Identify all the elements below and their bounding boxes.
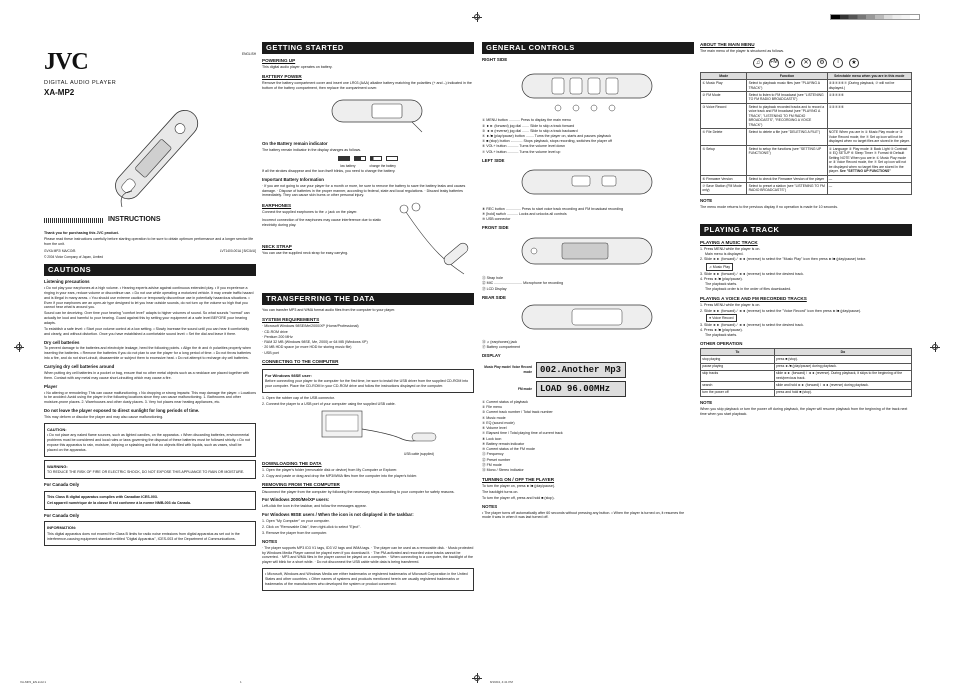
other-op-heading: OTHER OPERATION <box>700 341 743 347</box>
menu-icon-row <box>700 58 912 68</box>
display-item: ② File menu <box>482 405 502 410</box>
table-cell <box>827 145 911 175</box>
table-cell: stop playing <box>701 356 775 363</box>
main-menu-desc: The main menu of the player is structured as follows. <box>700 49 785 54</box>
setup-icon: ⚙ <box>817 58 827 68</box>
getting-started-heading: GETTING STARTED <box>262 42 474 54</box>
footer-date: 8/19/04, 4:41 PM <box>490 680 513 684</box>
table-cell: Select to preset a station (see "LISTENING TO FM RADIO BROADCASTS") <box>747 183 827 195</box>
connecting-heading: CONNECTING TO THE COMPUTER <box>262 359 339 365</box>
removing-heading: REMOVING FROM THE COMPUTER <box>262 482 340 488</box>
display-item: ⑫ Preset number <box>482 457 511 462</box>
step-item: 4. Press ►/■ (play/pause). <box>700 276 743 281</box>
display-item: ① Current status of playback <box>482 399 528 404</box>
display-item: ⑤ EQ (sound mode) <box>482 420 515 425</box>
registration-mark-top <box>472 12 482 22</box>
file-delete-icon: ✕ <box>801 58 811 68</box>
table-cell: ③ Voice Record <box>701 103 747 129</box>
remove-step: 2. Click on "Removable Disk", then right-click to select "Eject". <box>262 525 361 530</box>
canada-text-fr: Cet appareil numérique de la classe B est conforme à la norme NMB-003 du Canada. <box>47 500 191 505</box>
save-station-icon: ★ <box>849 58 859 68</box>
win98-text: Before connecting your player to the computer for the first time, be sure to install the USB driver from the supplied CD-ROM into your computer. Place the CD-ROM in your CD-ROM drive and follow the instructions displayed on the computer. <box>265 379 469 388</box>
registration-mark-left <box>14 342 24 352</box>
listening-heading: Listening precautions <box>44 279 90 285</box>
table-row <box>701 80 912 92</box>
table-cell: press ■ (stop). <box>774 356 911 363</box>
earphones-illustration <box>394 199 474 279</box>
intro-copyright: © 2004 Victor Company of Japan, Limited <box>44 254 103 259</box>
right-side-list <box>482 118 694 154</box>
system-req-heading: SYSTEM REQUIREMENTS <box>262 317 320 323</box>
control-item: ② ►► (forward) jog dial ....... Slide to skip a track forward <box>482 123 575 128</box>
cautions-para1: Sound can be deceiving. Over time your hearing "comfort level" adapts to higher volumes of sound. So what sounds "normal" can actually be loud and harmful to your hearing. Guard against this by setting your equipment at a safe level BEFORE your hearing adapts. <box>44 311 250 326</box>
control-item: ⑤ ■ (stop) button ............ Stops playback, stops recording, switches the player off <box>482 139 612 144</box>
footer-file: XA-MP2_EN.indd 1 <box>20 680 47 684</box>
table-cell: skip tracks <box>701 370 775 382</box>
remove-step: 1. Open "My Computer" on your computer. <box>262 519 330 524</box>
control-item: ⑮ Battery compartment <box>482 344 520 349</box>
display-list <box>482 400 694 473</box>
power-heading: POWERING UP <box>262 58 296 64</box>
language-label: ENGLISH <box>242 52 256 56</box>
caution-box <box>44 423 256 457</box>
table-cell: — <box>827 175 911 182</box>
warning-box <box>44 460 256 479</box>
table-cell: ②③④⑤⑥⑦ (During playback, ⑦ will not be displayed.) <box>827 80 911 92</box>
canada-heading: For Canada Only <box>44 481 80 487</box>
see-setting-up: See "SETTING UP FUNCTIONS" <box>839 169 891 174</box>
information-box <box>44 521 256 545</box>
neck-strap-text: You can use the supplied neck strap for easy carrying. <box>262 251 349 256</box>
table-cell: Select to delete a file (see "DELETING A FILE") <box>747 129 827 145</box>
step-item: 4. Press ►/■ (play/pause). <box>700 328 743 333</box>
left-side-heading: LEFT SIDE <box>482 157 505 163</box>
battery-heading: BATTERY POWER <box>262 74 302 80</box>
system-req-item: · Pentium 200 MHz <box>262 334 293 339</box>
voice-record-icon: ● <box>785 58 795 68</box>
table-cell: ② FM Mode <box>701 92 747 104</box>
music-steps <box>700 247 912 292</box>
low-battery-label: low battery <box>340 163 356 168</box>
column-2 <box>262 38 474 594</box>
table-cell: Select to setup the functions (see "SETTING UP FUNCTIONS") <box>747 145 827 175</box>
system-req-list <box>262 324 474 355</box>
display-item: ③ Current track number / Total track number <box>482 410 553 415</box>
display-item: ⑭ Mono / Stereo indicator <box>482 468 524 473</box>
display-item: ⑧ Lock icon <box>482 436 502 441</box>
fm-mode-label: FM mode <box>518 386 532 391</box>
step-item: 1. Press MENU while the player is on. <box>700 303 761 308</box>
download-step: 1. Open the player's folder (removable disk or device) from My Computer or Explorer. <box>262 467 398 472</box>
listening-text: • Do not play your earphones at a high volume. • Hearing experts advise against continuous extended play. • If you experience a ringing in your ears, reduce volume or discontinue use. • Do not use while operating a motorized vehicle. It may create traffic hazard and is illegal in many areas. • You should use extreme caution or temporarily discontinue use in potentially hazardous situations. • Even if your earphones are an open-air type designed to let you hear outside sounds, do not turn up the volume so high that you cannot hear what is around you. <box>44 286 254 310</box>
table-cell: ④ File Delete <box>701 129 747 145</box>
battery-illustration <box>262 92 474 136</box>
table-header-function: Function <box>747 73 827 80</box>
dry-heading: Dry cell batteries <box>44 339 80 345</box>
table-cell: Select to listen to FM broadcast (see "LISTENING TO FM RADIO BROADCASTS") <box>747 92 827 104</box>
front-side-heading: FRONT SIDE <box>482 225 509 231</box>
control-item: ⑨ [hold] switch ........... Locks and unlocks all controls <box>482 211 567 216</box>
right-side-heading: RIGHT SIDE <box>482 57 508 63</box>
power-text: This digital audio player operates on battery. <box>262 65 333 70</box>
voice-record-badge <box>706 314 737 322</box>
display-item: ⑬ FM mode <box>482 462 502 467</box>
change-battery-label: change the battery <box>369 163 396 168</box>
player-heading: Player <box>44 383 58 389</box>
table-cell: press ►/■ (play/pause) during playback. <box>774 363 911 370</box>
intro-thanks: Thank you for purchasing this JVC product. <box>44 230 119 235</box>
main-menu-heading: ABOUT THE MAIN MENU <box>700 42 755 47</box>
voice-record-badge-label: Voice Record <box>712 315 734 320</box>
rear-side-illustration <box>482 301 694 337</box>
connect-step: 2. Connect the player to a USB port of your computer using the supplied USB cable. <box>262 401 396 406</box>
table-row <box>701 103 912 129</box>
trademark-text: • Microsoft, Windows and Windows Media are either trademarks or registered trademarks of Microsoft Corporation in the United States and other countries. • Other names of systems and products mentioned herein are usually registered trademarks or trademarks of the manufacturers who developed the system or product concerned. <box>265 572 468 586</box>
menu-note-heading: NOTE <box>700 197 713 203</box>
music-play-badge <box>706 263 733 271</box>
other-op-table <box>700 348 912 397</box>
usb-cable-label: USB cable (supplied) <box>404 452 434 457</box>
information-text: This digital apparatus does not exceed the Class B limits for radio noise emissions from digital apparatus as set out in the interference-causing equipment standard entitled "Digital Apparatus", ICES-003 of the Department of Communications. <box>47 531 240 541</box>
setup-options: ① Language ② Play mode ③ Back Light ④ Contrast ⑤ EQ SETUP ⑥ Sleep Timer ⑦ Format ⑧ Default Setting NOTE When you are in ① Music Play mode or ③ Voice Record mode, the ⑦ Set up icon will not be displayed when no target files are stored in the player. <box>828 146 908 174</box>
table-row <box>701 129 912 145</box>
transferring-heading: TRANSFERRING THE DATA <box>262 293 474 305</box>
lcd-fm-display: LOAD 96.00MHz <box>536 381 626 397</box>
display-item: ⑥ Volume level <box>482 426 507 431</box>
table-header-selectable: Selectable menu when you are in this mode <box>827 73 911 80</box>
canada2-heading: For Canada Only <box>44 512 80 518</box>
control-item: ⑭ ♫ (earphones) jack <box>482 339 518 344</box>
step-item: The playback order is in the order of files downloaded. <box>705 287 792 292</box>
table-cell: turn the power off <box>701 389 775 396</box>
step-item: 2. Slide ►► (forward) / ◄◄ (reverse) to select the "Voice Record" icon then press ►/■ (play/pause). <box>700 308 862 313</box>
music-play-icon: ♫ <box>753 58 763 68</box>
step-item: 3. Slide ►► (forward) / ◄◄ (reverse) to select the desired track. <box>700 271 804 276</box>
table-row <box>701 175 912 182</box>
direct-sun-text: This may deform or discolor the player and may also cause malfunctioning. <box>44 415 164 420</box>
display-item: ④ Music mode <box>482 415 506 420</box>
voice-steps <box>700 303 912 338</box>
control-item: ⑪ Strap hole <box>482 276 503 281</box>
instructions-heading: INSTRUCTIONS <box>44 215 256 224</box>
table-row <box>701 356 912 363</box>
table-cell: NOTE When you are in ① Music Play mode or ③ Voice Record mode, the ⑦ Set up icon will not be displayed when no target files are stored in the player. <box>828 130 910 144</box>
battery-low-icon <box>370 156 382 161</box>
control-item: ⑥ VOL+ button ........... Turns the volume level down <box>482 144 566 149</box>
music-play-badge-label: Music Play <box>712 264 731 269</box>
caution-box-heading: CAUTION: <box>47 426 67 432</box>
system-req-item: · 20 MB HDD space (or more HDD for storing music file) <box>262 345 352 350</box>
table-header-to: To <box>701 349 775 356</box>
system-req-item: · RAM 32 MB (Windows 98SE, Me, 2000) or 64 MB (Windows XP) <box>262 340 368 345</box>
step-item: 2. Slide ►► (forward) / ◄◄ (reverse) to select the "Music Play" icon then press ►/■ (play/pause) twice. <box>700 257 867 262</box>
right-side-illustration <box>482 64 694 116</box>
table-cell: Select to playback music files (see "PLAYING A TRACK") <box>747 80 827 92</box>
remain-heading: On the Battery remain indicator <box>262 140 328 146</box>
table-row <box>701 382 912 389</box>
player-text: • No altering or remodeling: This can cause malfunctioning. • No dropping or strong impacts: This may damage the player. • Locations to be avoided: Avoid using the player in the following locations since they can cause malfunctioning. 1. Bathrooms and other moisture-prone places. 2. Warehouses and other dusty places. 3. Very hot places near heating appliances, etc. <box>44 390 256 405</box>
control-item: ⑧ REC button ............... Press to start voice track recording and FM broadcast recording <box>482 206 624 211</box>
downloading-heading: DOWNLOADING THE DATA <box>262 460 322 466</box>
system-req-item: · USB port <box>262 350 279 355</box>
main-menu-table <box>700 72 912 195</box>
left-side-list <box>482 207 694 222</box>
table-row <box>701 363 912 370</box>
music-play-badge-icon: ♫ <box>709 264 713 269</box>
remain-text: The battery remain indicator in the display changes as follows. <box>262 147 362 152</box>
front-side-list <box>482 276 694 291</box>
table-row <box>701 145 912 175</box>
removing-text: Disconnect the player from the computer by following the necessary steps according to your computer for safety reasons. <box>262 489 455 494</box>
table-cell: search <box>701 382 775 389</box>
canada-text: This Class B digital apparatus complies with Canadian ICES-003. <box>47 494 158 499</box>
registration-mark-bottom <box>472 673 482 683</box>
table-row <box>701 92 912 104</box>
transfer-notes-text: · The player supports MP3 ID3 V1 tags, ID3 V2 tags and WMA tags. · The player can be used as a removable disk. · Music protected by Windows Media Player cannot be played even if you download it. · The PM-activated and recorded voice tracks cannot be converted. · MP3 and WMA files in the player cannot be played on a computer. · When connecting to a computer, the backlight of the player will blink for a short while. · Do not disconnect the USB cable while data is being transferred. <box>262 545 474 565</box>
barcode-icon <box>44 218 104 223</box>
neck-strap-heading: NECK STRAP <box>262 244 292 249</box>
control-item: ⑩ USB connector <box>482 217 511 222</box>
connect-step: 1. Open the rubber cap of the USB connector. <box>262 395 335 400</box>
step-item: The playback starts. <box>705 333 738 338</box>
win2000-text: Left-click the icon in the taskbar, and follow the messages appear. <box>262 504 367 509</box>
firmware-icon: i <box>833 58 843 68</box>
music-track-heading: PLAYING A MUSIC TRACK <box>700 239 758 245</box>
rear-side-heading: REAR SIDE <box>482 294 506 300</box>
table-row <box>701 389 912 396</box>
table-row <box>701 183 912 195</box>
carry-heading: Carrying dry cell batteries around <box>44 364 115 370</box>
playing-heading: PLAYING A TRACK <box>700 224 912 236</box>
display-item: ⑨ Battery remain indicator <box>482 441 525 446</box>
transfer-notes-heading: NOTES <box>262 538 278 544</box>
intro-code: GVXA MP2/ MA/CO/B <box>44 249 76 254</box>
step-item: 3. Slide ►► (forward) / ◄◄ (reverse) to select the desired track. <box>700 322 804 327</box>
system-req-item: · Microsoft Windows 98SE/Me/2000/XP (Home/Professional) <box>262 324 359 329</box>
canada-box <box>44 491 256 510</box>
column-4 <box>700 38 912 417</box>
intro-body: Please read these instructions carefully before starting operation to be sure to obtain optimum performance and a longer service life from the unit. <box>44 236 254 246</box>
table-cell: Select to check the Firmware Version of the player <box>747 175 827 182</box>
control-item: ④ ►/■ (play/pause) button ........ Turns the player on, starts and pauses playback <box>482 134 612 138</box>
control-item: ⑬ LCD Display <box>482 286 507 291</box>
download-step: 2. Copy and paste or drag and drop the MP3/WMA files from the computer into the player's folder. <box>262 473 418 478</box>
intro-lot: LVT1400-001A [ B/C/A/U] <box>219 249 256 254</box>
table-cell: pause playing <box>701 363 775 370</box>
onoff-heading: TURNING ON / OFF THE PLAYER <box>482 476 555 482</box>
table-row <box>701 370 912 382</box>
step-item: Main menu is displayed. <box>705 252 744 257</box>
cautions-heading: CAUTIONS <box>44 264 256 276</box>
information-heading: INFORMATION: <box>47 525 77 531</box>
lcd-music-display: 002.Another Mp3 <box>536 362 626 378</box>
onoff-notes-text: • The player turns off automatically after 60 seconds without pressing any button. • When the player is turned on, it resumes the mode it was in when it was last turned off. <box>482 510 685 520</box>
carry-text: When putting dry cell batteries in a pocket or bag, ensure that no other metal objects such as a necklace are placed together with them. Contact with any metal may cause short-circuiting which may cause a fire. <box>44 370 250 380</box>
step-item: The playback starts. <box>705 282 738 287</box>
play-note-heading: NOTE <box>700 399 713 405</box>
earphones-text: Connect the supplied earphones to the ♫ jack on the player. <box>262 210 358 215</box>
important-text: · If you are not going to use your player for a month or more, be sure to remove the battery to save the battery leaks and causes damage. · Dispose of batteries in the proper manner, according to federal, state and local regulations. · Discard leaky batteries immediately. They can cause skin burns or other personal injury. <box>262 183 466 198</box>
display-heading: DISPLAY <box>482 352 501 358</box>
system-req-item: · CD-ROM drive <box>262 329 288 334</box>
control-item: ⑦ VOL+ button ........... Turns the volume level up <box>482 149 561 154</box>
cautions-para2: To establish a safe level: • Start your volume control at a low setting. • Slowly increase the sound until you can hear it comfortably and clearly, and without distortion. Once you have established a comfortable sound level: • Set the dial and leave it there. <box>44 326 250 336</box>
table-header-mode: Mode <box>701 73 747 80</box>
table-cell: press and hold ■ (stop). <box>774 389 911 396</box>
table-cell: ⑦ Save Station (FM Mode only) <box>701 183 747 195</box>
column-1 <box>44 46 256 549</box>
remove-step: 3. Remove the player from the computer. <box>262 530 328 535</box>
display-item: ⑦ Elapsed time / Total playing time of current track <box>482 431 563 436</box>
table-cell: slide ►► (forward) / ◄◄ (reverse). During playback, it skips to the beginning of the next/previous track. <box>774 370 911 382</box>
left-side-illustration <box>482 164 694 204</box>
dry-text: To prevent damage to the batteries and electrolyte leakage, heed the following points. • Align the ⊕ and ⊖ polarities properly when inserting the batteries. • Remove the batteries if you do not plan to use the player for a long period of time. • Do not throw batteries into a fire, and do not short-circuit, disassemble or subject them to excessive heat. • Do not attempt to recharge dry cell batteries. <box>44 346 252 361</box>
onoff-text-3: To turn the player off, press and hold ■ (stop). <box>482 495 555 500</box>
control-item: ⑫ MIC ............................ Microphone for recording <box>482 281 564 286</box>
model-name: XA-MP2 <box>44 87 75 97</box>
onoff-text-2: The backlight turns on. <box>482 489 519 494</box>
footer-page: 1 <box>240 680 242 684</box>
warning-heading: WARNING: <box>47 463 68 469</box>
important-heading: Important Battery Information <box>262 176 324 182</box>
table-cell: — <box>827 183 911 195</box>
table-cell: ①③④⑤⑥ <box>827 92 911 104</box>
general-controls-heading: GENERAL CONTROLS <box>482 42 694 54</box>
table-cell: ⑥ Firmware Version <box>701 175 747 182</box>
onoff-text-1: To turn the player on, press ►/■ (play/pause). <box>482 484 556 489</box>
battery-half-icon <box>354 156 366 161</box>
earphones-heading: EARPHONES <box>262 203 292 209</box>
win98-heading: For Windows 98SE user: <box>265 372 312 378</box>
disappear-text: If all the strokes disappear and the icon itself blinks, you need to change the battery. <box>262 168 396 173</box>
step-item: 1. Press MENU while the player is on. <box>700 246 761 251</box>
menu-note-text: The menu mode returns to the previous display if no operation is made for 10 seconds. <box>700 204 839 209</box>
color-bar <box>830 14 920 20</box>
warning-text: TO REDUCE THE RISK OF FIRE OR ELECTRIC SHOCK, DO NOT EXPOSE THIS APPLIANCE TO RAIN OR MOISTURE. <box>47 470 245 475</box>
display-item: ⑪ Frequency <box>482 452 504 457</box>
fm-mode-icon: FM <box>769 58 779 68</box>
battery-empty-icon <box>386 156 398 161</box>
display-item: ⑩ Current status of the FM mode <box>482 447 535 452</box>
transferring-intro: You can transfer MP3 and WMA format audio files from the computer to your player. <box>262 308 396 313</box>
product-type: DIGITAL AUDIO PLAYER <box>44 80 117 87</box>
win98-box <box>262 369 474 393</box>
direct-sun-heading: Do not leave the player exposed to direct sunlight for long periods of time. <box>44 408 200 414</box>
earphones-text-2: Incorrect connection of the earphones may cause interference due to static electricity during play. <box>262 218 382 228</box>
table-header-do: Do <box>774 349 911 356</box>
rear-side-list <box>482 340 694 350</box>
voice-track-heading: PLAYING A VOICE AND FM RECORDED TRACKS <box>700 296 807 302</box>
registration-mark-right <box>930 342 940 352</box>
usb-connection-illustration <box>262 407 474 449</box>
control-item: ③ ◄◄ (reverse) jog dial ....... Slide to skip a track backward <box>482 128 578 133</box>
caution-box-text: • Do not place any naked flame sources, such as lighted candles, on the apparatus. • When discarding batteries, environmental problems must be considered and local rules or laws governing the disposal of these batteries must be followed strictly. • Do not expose this apparatus to rain, moisture, dripping or splashing and that no objects filled with liquids, such as vases, shall be placed on the apparatus. <box>47 433 250 452</box>
play-note-text: When you skip playback or turn the power off during playback, the player will resume playback from the beginning of the track next time when you start playback. <box>700 406 908 416</box>
table-cell: ① Music Play <box>701 80 747 92</box>
win2000-heading: For Windows 2000/Me/XP users: <box>262 497 330 503</box>
battery-indicator-row <box>262 156 474 161</box>
table-cell: ①②④⑤⑥ <box>827 103 911 129</box>
voice-record-badge-icon: ● <box>709 315 713 320</box>
battery-full-icon <box>338 156 350 161</box>
control-item: ① MENU button ........... Press to display the main menu <box>482 118 571 123</box>
onoff-notes-heading: NOTES <box>482 503 498 509</box>
table-cell: slide and hold ►► (forward) / ◄◄ (reverse) during playback. <box>774 382 911 389</box>
trademark-box <box>262 568 474 591</box>
battery-text: Remove the battery compartment cover and insert one LR03 (AAA) alkaline battery matching the polarities (+ and –) indicated in the bottom of the battery compartment, then replace the compartment cover. <box>262 81 472 91</box>
brand-logo: JVC <box>44 49 88 75</box>
column-3 <box>482 38 694 521</box>
music-mode-label: Music Play mode/ Voice Record mode <box>484 365 532 374</box>
table-cell: ⑤ Setup <box>701 145 747 175</box>
player-illustration <box>44 99 256 214</box>
table-cell: Select to playback recorded tracks and to record a voice track and FM broadcast (see "PLAYING A TRACK", "LISTENING TO FM RADIO BROADCASTS", "RECORDING A VOICE TRACK") <box>747 103 827 129</box>
win98-remove-heading: For Windows 98SE users / When the icon is not displayed in the taskbar: <box>262 512 414 518</box>
front-side-illustration <box>482 232 694 274</box>
